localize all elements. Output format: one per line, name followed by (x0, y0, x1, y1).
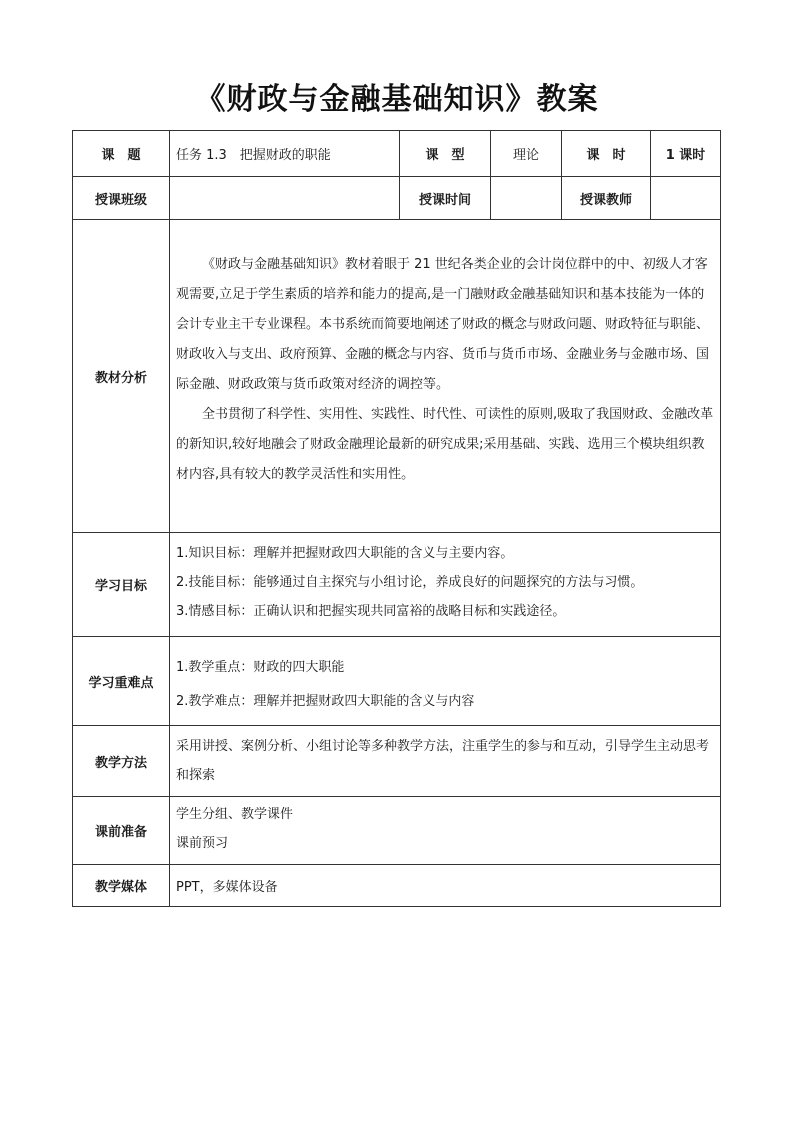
objective-item: 1.知识目标：理解并把握财政四大职能的含义与主要内容。 (176, 546, 514, 561)
header-row-class (73, 177, 721, 220)
key-point-item: 1.教学重点：财政的四大职能 (176, 660, 345, 675)
teacher-label: 授课教师 (562, 177, 651, 220)
media-row (73, 865, 721, 907)
teaching-methods-label: 教学方法 (73, 726, 170, 797)
type-value: 理论 (491, 131, 562, 177)
teacher-value (651, 177, 721, 220)
objective-item: 2.技能目标：能够通过自主探究与小组讨论，养成良好的问题探究的方法与习惯。 (176, 575, 644, 590)
header-row-topic (73, 131, 721, 177)
teaching-methods-text: 采用讲授、案例分析、小组讨论等多种教学方法，注重学生的参与和互动，引导学生主动思考和探索 (176, 739, 710, 783)
learning-objectives-label: 学习目标 (73, 533, 170, 637)
class-label: 授课班级 (73, 177, 170, 220)
preparation-item: 课前预习 (176, 836, 229, 851)
learning-objectives-content (170, 533, 721, 637)
textbook-analysis-label: 教材分析 (73, 220, 170, 533)
textbook-analysis-paragraph-2: 全书贯彻了科学性、实用性、实践性、时代性、可读性的原则,吸取了我国财政、金融改革的新知识,较好地融会了财政金融理论最新的研究成果;采用基础、实践、选用三个模块组织教材内容,具有较大的教学灵活性和实用性。 (176, 407, 714, 482)
learning-objectives-row (73, 533, 721, 637)
time-label: 授课时间 (400, 177, 491, 220)
lesson-plan-table (72, 130, 721, 907)
textbook-analysis-content (170, 220, 721, 533)
document-title: 《财政与金融基础知识》教案 (195, 82, 599, 117)
key-points-label: 学习重难点 (73, 637, 170, 726)
topic-value: 任务 1.3 把握财政的职能 (170, 131, 400, 177)
teaching-methods-row (73, 726, 721, 797)
key-points-row (73, 637, 721, 726)
objective-item: 3.情感目标：正确认识和把握实现共同富裕的战略目标和实践途径。 (176, 604, 566, 619)
media-content: PPT，多媒体设备 (170, 865, 721, 907)
hours-label: 课 时 (562, 131, 651, 177)
preparation-content (170, 797, 721, 865)
textbook-analysis-row (73, 220, 721, 533)
teaching-methods-content (170, 726, 721, 797)
textbook-analysis-paragraph-1: 《财政与金融基础知识》教材着眼于 21 世纪各类企业的会计岗位群中的中、初级人才客观需要,立足于学生素质的培养和能力的提高,是一门融财政金融基础知识和基本技能为一体的会计专业主干专业课程。本书系统而简要地阐述了财政的概念与财政问题、财政特征与职能、财政收入与支出、政府预算、金融的概念与内容、货币与货币市场、金融业务与金融市场、国际金融、财政政策与货币政策对经济的调控等。 (176, 257, 710, 392)
preparation-label: 课前准备 (73, 797, 170, 865)
hours-value: 1 课时 (651, 131, 721, 177)
media-label: 教学媒体 (73, 865, 170, 907)
key-points-content (170, 637, 721, 726)
time-value (491, 177, 562, 220)
type-label: 课 型 (400, 131, 491, 177)
topic-label: 课 题 (73, 131, 170, 177)
preparation-row (73, 797, 721, 865)
preparation-item: 学生分组、教学课件 (176, 807, 294, 822)
class-value (170, 177, 400, 220)
key-point-item: 2.教学难点：理解并把握财政四大职能的含义与内容 (176, 694, 475, 709)
